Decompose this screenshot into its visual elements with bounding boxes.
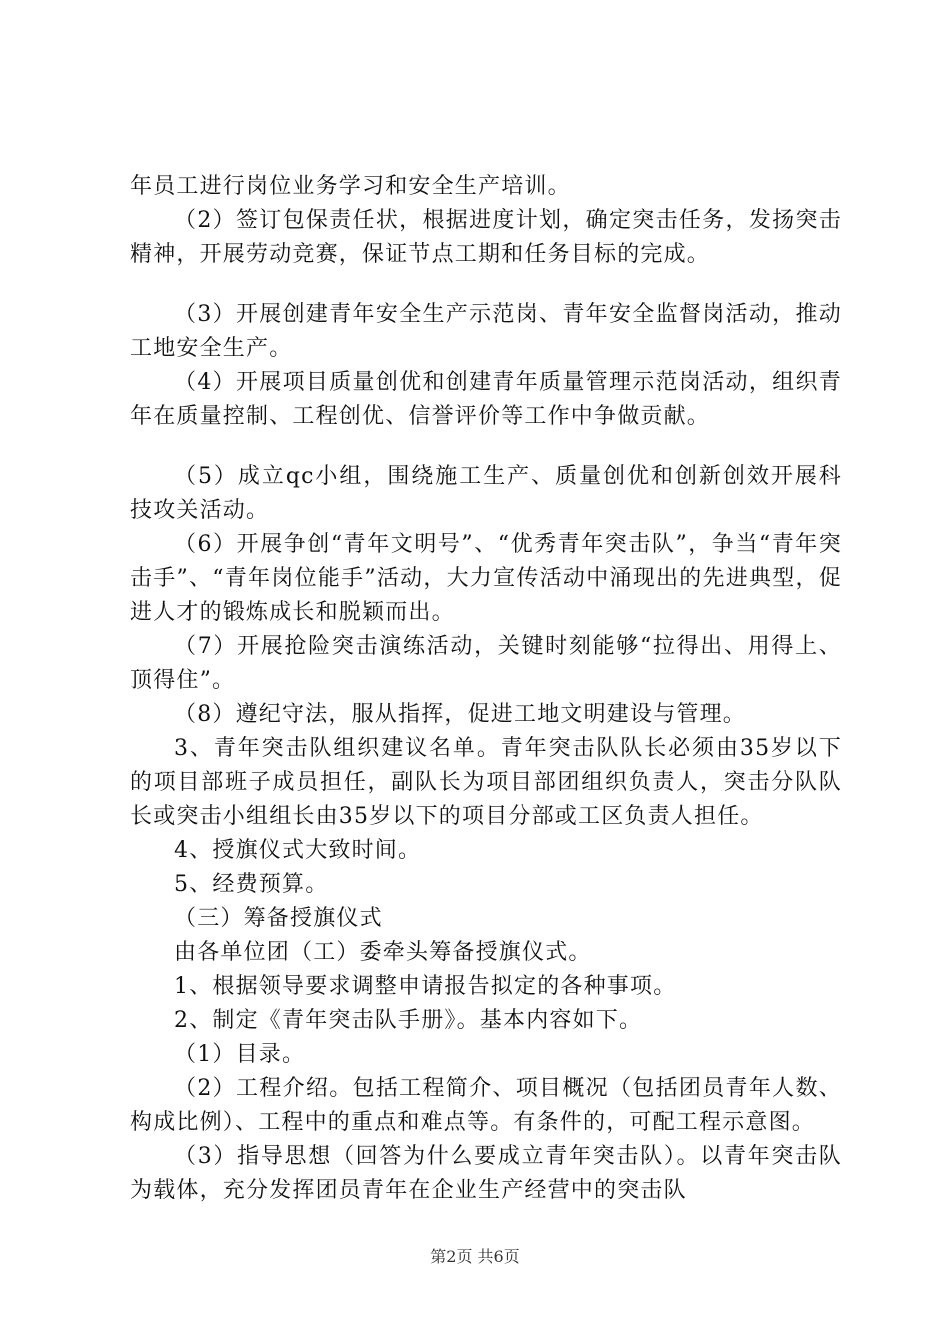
- paragraph: （6）开展争创“青年文明号”、“优秀青年突击队”，争当“青年突击手”、“青年岗位能手”活动，大力宣传活动中涌现出的先进典型，促进人才的锻炼成长和脱颖而出。: [130, 532, 842, 625]
- paragraph: （7）开展抢险突击演练活动，关键时刻能够“拉得出、用得上、顶得住”。: [130, 634, 842, 693]
- paragraph: （8）遵纪守法，服从指挥，促进工地文明建设与管理。: [174, 702, 746, 727]
- paragraph: （4）开展项目质量创优和创建青年质量管理示范岗活动，组织青年在质量控制、工程创优、信誉评价等工作中争做贡献。: [130, 370, 842, 429]
- document-body: [130, 170, 842, 1208]
- paragraph: （3）指导思想（回答为什么要成立青年突击队）。以青年突击队为载体，充分发挥团员青年在企业生产经营中的突击队: [130, 1144, 842, 1203]
- paragraph: 年员工进行岗位业务学习和安全生产培训。: [130, 174, 571, 199]
- paragraph: 5、经费预算。: [174, 872, 329, 897]
- paragraph: （2）工程介绍。包括工程简介、项目概况（包括团员青年人数、构成比例）、工程中的重点和难点等。有条件的，可配工程示意图。: [130, 1076, 842, 1135]
- paragraph: （三）筹备授旗仪式: [174, 906, 383, 931]
- paragraph: 2、制定《青年突击队手册》。基本内容如下。: [174, 1008, 643, 1033]
- paragraph: （5）成立qc小组，围绕施工生产、质量创优和创新创效开展科技攻关活动。: [130, 464, 842, 523]
- paragraph: 3、青年突击队组织建议名单。青年突击队队长必须由35岁以下的项目部班子成员担任，副队长为项目部团组织负责人，突击分队队长或突击小组组长由35岁以下的项目分部或工区负责人担任。: [130, 736, 842, 829]
- paragraph: （2）签订包保责任状，根据进度计划，确定突击任务，发扬突击精神，开展劳动竞赛，保证节点工期和任务目标的完成。: [130, 208, 842, 267]
- paragraph: 1、根据领导要求调整申请报告拟定的各种事项。: [174, 974, 677, 999]
- paragraph: （3）开展创建青年安全生产示范岗、青年安全监督岗活动，推动工地安全生产。: [130, 302, 842, 361]
- paragraph: 4、授旗仪式大致时间。: [174, 838, 422, 863]
- paragraph: （1）目录。: [174, 1042, 306, 1067]
- page-footer: 第2页 共6页: [430, 1247, 520, 1266]
- paragraph: 由各单位团（工）委牵头筹备授旗仪式。: [174, 940, 592, 965]
